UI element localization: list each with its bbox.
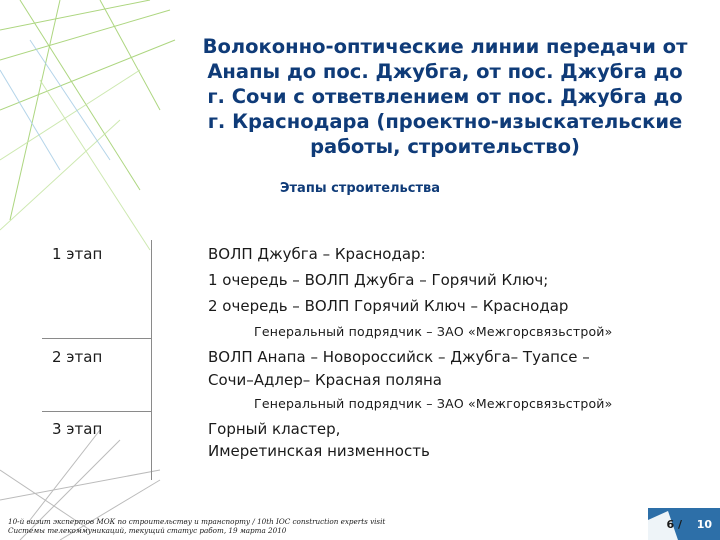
page-current: 6 / bbox=[666, 518, 682, 531]
page-total: 10 bbox=[696, 518, 712, 531]
stage-2-contractor: Генеральный подрядчик – ЗАО «Межгорсвязьстрой» bbox=[254, 396, 613, 411]
stage-2-line: ВОЛП Анапа – Новороссийск – Джубга– Туапсе – bbox=[208, 348, 590, 366]
stage-3-line: Горный кластер, bbox=[208, 420, 341, 438]
stage-3-line: Имеретинская низменность bbox=[208, 442, 430, 460]
table-row-divider bbox=[42, 338, 152, 339]
table-row-divider bbox=[42, 411, 152, 412]
title-line: Анапы до пос. Джубга, от пос. Джубга до bbox=[207, 60, 683, 83]
slide-title bbox=[160, 34, 720, 159]
stage-2-label: 2 этап bbox=[52, 348, 103, 366]
title-line: Волоконно-оптические линии передачи от bbox=[202, 35, 688, 58]
stage-1-label: 1 этап bbox=[52, 245, 103, 263]
section-subtitle: Этапы строительства bbox=[279, 181, 441, 196]
stage-1-line: 2 очередь – ВОЛП Горячий Ключ – Краснодар bbox=[208, 297, 569, 315]
stage-1-line: 1 очередь – ВОЛП Джубга – Горячий Ключ; bbox=[208, 271, 549, 289]
stage-3-label: 3 этап bbox=[52, 420, 103, 438]
title-line: работы, строительство) bbox=[310, 135, 580, 158]
title-line: г. Краснодара (проектно-изыскательские bbox=[207, 110, 683, 133]
stage-1-contractor: Генеральный подрядчик – ЗАО «Межгорсвязьстрой» bbox=[254, 324, 613, 339]
stage-1-line: ВОЛП Джубга – Краснодар: bbox=[208, 245, 426, 263]
table-vertical-divider bbox=[151, 240, 152, 480]
stage-2-line: Сочи–Адлер– Красная поляна bbox=[208, 371, 442, 389]
footer-line: 10-й визит экспертов МОК по строительству и транспорту / 10th IOC construction experts visit bbox=[8, 517, 386, 526]
footer-note bbox=[8, 517, 385, 535]
title-line: г. Сочи с ответвлением от пос. Джубга до bbox=[207, 85, 683, 108]
footer-line: Системы телекоммуникаций, текущий статус работ, 19 марта 2010 bbox=[8, 526, 287, 535]
